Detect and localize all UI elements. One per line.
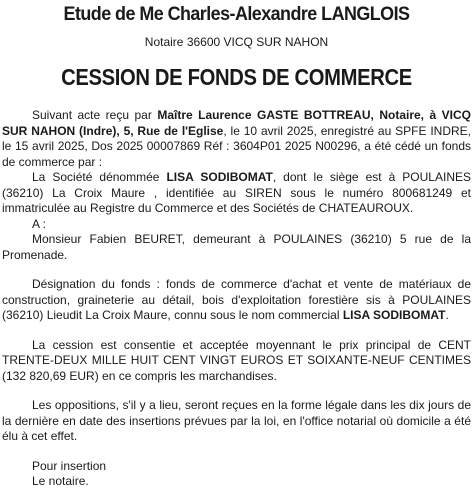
office-title: Etude de Me Charles-Alexandre LANGLOIS (63, 3, 410, 25)
closing-line-1: Pour insertion (32, 458, 107, 473)
notary-name: Maître Laurence GASTE BOTTREAU, Notaire, à VICQ SUR NAHON (Indre), 5, Rue de l'Eglise (2, 108, 471, 138)
designation-text-start: Désignation du fonds : fonds de commerce d'achat et vente de matériaux de construction, graineterie au détail, bois d'exploitation forestière sis à POULAINES (36210) Lieudit La Croix Maure, connu sous le nom commercial (2, 277, 471, 322)
notice-body (2, 108, 471, 490)
seller-text-start: La Société dénommée (32, 170, 167, 184)
notice-title: CESSION DE FONDS DE COMMERCE (61, 64, 412, 90)
spacer (2, 324, 471, 338)
seller-paragraph (2, 170, 471, 217)
seller-company-name: LISA SODIBOMAT (166, 170, 273, 184)
intro-paragraph (2, 108, 471, 170)
designation-paragraph (2, 277, 471, 324)
to-label: A : (32, 216, 47, 231)
designation-text-end: . (445, 308, 449, 322)
oppositions-paragraph: Les oppositions, s'il y a lieu, seront reçues en la forme légale dans les dix jours de la dernière en date des insertions prévues par la loi, en l'office notarial où domicile a été élu à cet effet. (2, 398, 471, 443)
office-address: Notaire 36600 VICQ SUR NAHON (144, 35, 329, 49)
intro-text-end: , le 10 avril 2025, enregistré au SPFE INDRE, le 15 avril 2025, Dos 2025 00007869 Réf : 3604P01 2025 N00296, a été cédé un fonds de commerce par : (2, 123, 471, 169)
spacer (2, 445, 471, 459)
closing-line-2: Le notaire. (32, 474, 89, 488)
spacer (2, 384, 471, 398)
intro-text-start: Suivant acte reçu par (32, 108, 158, 122)
seller-text-end: , dont le siège est à POULAINES (36210) La Croix Maure , identifiée au SIREN sous le numéro 800681249 et immatriculée au Registre du Commerce et des Sociétés de CHATEAUROUX. (2, 170, 471, 215)
commercial-name: LISA SODIBOMAT (342, 308, 446, 322)
buyer-paragraph: Monsieur Fabien BEURET, demeurant à POULAINES (36210) 5 rue de la Promenade. (2, 232, 471, 262)
price-paragraph: La cession est consentie et acceptée moyennant le prix principal de CENT TRENTE-DEUX MILLE HUIT CENT VINGT EUROS ET SOIXANTE-NEUF CENTIMES (132 820,69 EUR) en ce compris les marchandises. (2, 337, 471, 383)
spacer (2, 263, 471, 277)
